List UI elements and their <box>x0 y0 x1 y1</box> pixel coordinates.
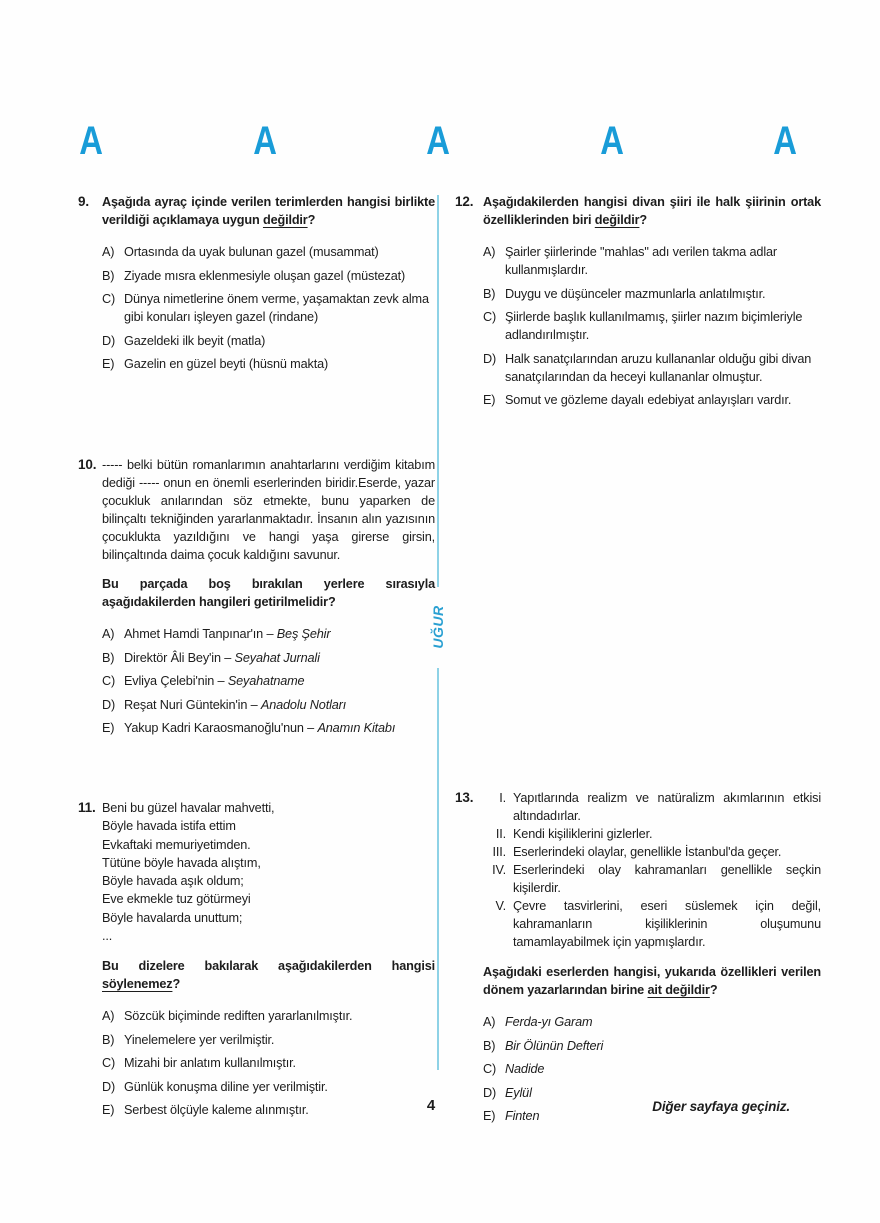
question-stem <box>483 193 821 229</box>
poem-line: Böyle havada aşık oldum; <box>102 874 244 889</box>
statement-row <box>483 825 821 843</box>
option-row <box>102 696 435 714</box>
question-9 <box>78 193 435 379</box>
version-letter: A <box>426 119 450 163</box>
option-text <box>505 1013 821 1031</box>
option-row <box>102 1007 435 1025</box>
option-text: Mizahi bir anlatım kullanılmıştır. <box>124 1056 296 1071</box>
statement-text: Kendi kişiliklerini gizlerler. <box>513 827 653 842</box>
left-column <box>78 193 435 1118</box>
stem-text: Aşağıda ayraç içinde verilen terimlerden hangisi birlikte verildiği açıklamaya uygun <box>102 195 435 228</box>
option-book-title: Beş Şehir <box>276 627 331 642</box>
option-label: D) <box>102 697 116 712</box>
option-label: B) <box>102 650 115 665</box>
option-row <box>483 243 821 279</box>
question-passage: ----- belki bütün romanlarımın anahtarlarını verdiğim kitabım dediği ----- onun en önemli eserlerinden biridir.Eserde, yazar çocukluk anılarından söz etmekte, bunu yaparken de bilinçaltı tekniğinden yararlanmaktadır. İnsanın alın yazısının çocuklukta yazıldığını ve hangi yaşa girerse girsin, bilinçaltında daima çocuk kaldığını savunur. <box>102 458 435 563</box>
option-text: Somut ve gözleme dayalı edebiyat anlayışları vardır. <box>505 393 792 408</box>
option-label: C) <box>102 292 116 307</box>
continue-note: Diğer sayfaya geçiniz. <box>652 1099 790 1114</box>
question-number: 11. <box>78 799 96 815</box>
poem-line: Evkaftaki memuriyetimden. <box>102 837 251 852</box>
option-row <box>102 1031 435 1049</box>
version-letter: A <box>773 119 797 163</box>
option-text: Sözcük biçiminde rediften yararlanılmıştır. <box>124 1009 353 1024</box>
stem-punctuation: ? <box>709 983 718 998</box>
option-label: C) <box>102 1056 116 1071</box>
option-label: A) <box>102 627 115 642</box>
options-list <box>102 243 435 373</box>
option-label: B) <box>483 286 496 301</box>
option-book-title: Seyahat Jurnali <box>234 650 320 665</box>
option-text: Günlük konuşma diline yer verilmiştir. <box>124 1079 328 1094</box>
option-row <box>102 719 435 737</box>
version-letter: A <box>79 119 103 163</box>
option-label: D) <box>483 1085 497 1100</box>
statement-row <box>483 843 821 861</box>
poem-line: Böyle havalarda unuttum; <box>102 910 243 925</box>
stem-underlined-word: ait değildir <box>647 983 710 998</box>
question-11 <box>78 799 435 1125</box>
option-label: A) <box>483 245 496 260</box>
option-row <box>483 1037 821 1055</box>
stem-underlined-word: söylenemez <box>102 977 173 992</box>
option-label: E) <box>483 1109 496 1124</box>
option-label: B) <box>102 1032 115 1047</box>
option-text: Gazeldeki ilk beyit (matla) <box>124 333 266 348</box>
option-row <box>102 243 435 261</box>
option-row <box>102 355 435 373</box>
page-number: 4 <box>426 1097 436 1114</box>
option-label: E) <box>483 393 496 408</box>
version-letter-row <box>58 121 818 161</box>
option-label: A) <box>102 245 115 260</box>
option-text <box>505 1037 821 1055</box>
question-10 <box>78 456 435 743</box>
question-12 <box>455 193 821 415</box>
option-text: Serbest ölçüyle kaleme alınmıştır. <box>124 1103 309 1118</box>
option-text: Şiirlerde başlık kullanılmamış, şiirler nazım biçimleriyle adlandırılmıştır. <box>505 310 803 343</box>
option-label: E) <box>102 721 115 736</box>
option-book-title: Finten <box>505 1109 540 1124</box>
option-text <box>124 696 435 714</box>
stem-text: Bu dizelere bakılarak aşağıdakilerden hangisi <box>102 959 435 974</box>
option-label: B) <box>102 268 115 283</box>
question-number: 9. <box>78 193 89 209</box>
statement-row <box>483 789 821 825</box>
version-letter: A <box>252 119 277 163</box>
column-divider-bottom <box>437 668 439 1070</box>
statement-numeral: III. <box>492 845 506 860</box>
numbered-statements <box>483 789 821 951</box>
stem-text: Aşağıdakilerden hangisi divan şiiri ile halk şiirinin ortak özelliklerinden biri <box>483 195 821 228</box>
option-author: Ahmet Hamdi Tanpınar'ın – <box>124 627 277 642</box>
option-text <box>124 672 435 690</box>
option-text <box>124 625 435 643</box>
option-text: Duygu ve düşünceler mazmunlarla anlatılmıştır. <box>505 286 766 301</box>
statement-numeral: I. <box>499 791 506 805</box>
option-text: Ziyade mısra eklenmesiyle oluşan gazel (müstezat) <box>124 268 406 283</box>
option-label: C) <box>102 674 116 689</box>
option-row <box>102 332 435 350</box>
options-list <box>483 243 821 409</box>
poem-line: Tütüne böyle havada alıştım, <box>102 855 261 870</box>
option-book-title: Anadolu Notları <box>260 697 347 712</box>
options-list <box>102 625 435 737</box>
option-label: D) <box>483 351 497 366</box>
question-poem <box>102 799 435 945</box>
option-author: Reşat Nuri Güntekin'in – <box>124 697 261 712</box>
option-label: C) <box>483 310 497 325</box>
option-row <box>102 267 435 285</box>
option-text: Gazelin en güzel beyti (hüsnü makta) <box>124 357 329 372</box>
option-row <box>483 1013 821 1031</box>
stem-text: Aşağıdaki eserlerden hangisi, yukarıda özellikleri verilen dönem yazarlarından birine <box>483 965 821 998</box>
option-label: D) <box>102 1079 116 1094</box>
poem-line: ... <box>102 928 113 943</box>
option-label: A) <box>102 1009 115 1024</box>
question-number: 10. <box>78 456 97 472</box>
question-stem <box>102 957 435 993</box>
statement-text: Çevre tasvirlerini, eseri süslemek için değil, kahramanların kişiliklerinin oluşumunu tamamlayabilmek için yapmışlardır. <box>513 899 821 950</box>
option-text: Yinelemelere yer verilmiştir. <box>124 1032 275 1047</box>
question-13 <box>455 789 821 1131</box>
statement-numeral: V. <box>495 899 506 914</box>
option-row <box>102 1054 435 1072</box>
option-book-title: Anamın Kitabı <box>317 721 396 736</box>
option-book-title: Bir Ölünün Defteri <box>505 1038 604 1053</box>
option-row <box>483 308 821 344</box>
stem-punctuation: ? <box>307 213 316 228</box>
option-row <box>483 350 821 386</box>
option-label: E) <box>102 357 115 372</box>
question-number: 13. <box>455 789 474 805</box>
statement-text: Yapıtlarında realizm ve natüralizm akımlarının etkisi altındadırlar. <box>513 791 821 824</box>
option-label: D) <box>102 333 116 348</box>
brand-logo-text: UĞUR <box>430 605 446 649</box>
option-row <box>102 625 435 643</box>
option-author: Evliya Çelebi'nin – <box>124 674 228 689</box>
statement-text: Eserlerindeki olaylar, genellikle İstanbul'da geçer. <box>513 845 782 860</box>
option-text <box>505 1060 821 1078</box>
poem-line: Beni bu güzel havalar mahvetti, <box>102 801 275 815</box>
option-row <box>102 1078 435 1096</box>
stem-underlined-word: değildir <box>262 213 308 228</box>
option-text: Şairler şiirlerinde "mahlas" adı verilen takma adlar kullanmışlardır. <box>505 245 777 278</box>
question-number: 12. <box>455 193 474 209</box>
question-stem: Bu parçada boş bırakılan yerlere sırasıyla aşağıdakilerden hangileri getirilmelidir? <box>102 577 435 610</box>
option-text: Dünya nimetlerine önem verme, yaşamaktan zevk alma gibi konuları işleyen gazel (rindane) <box>124 292 429 325</box>
statement-numeral: II. <box>495 827 506 842</box>
stem-punctuation: ? <box>639 213 648 228</box>
statement-text: Eserlerindeki olay kahramanları genellikle seçkin kişilerdir. <box>513 863 821 896</box>
option-text: Halk sanatçılarından aruzu kullananlar olduğu gibi divan sanatçılarından da heceyi kullananlar olmuştur. <box>505 351 812 384</box>
option-book-title: Eylül <box>505 1085 532 1100</box>
option-row <box>102 672 435 690</box>
poem-line: Eve ekmekle tuz götürmeyi <box>102 892 251 907</box>
question-stem <box>483 963 821 999</box>
option-label: C) <box>483 1062 497 1077</box>
statement-row <box>483 897 821 951</box>
option-label: B) <box>483 1038 496 1053</box>
option-author: Yakup Kadri Karaosmanoğlu'nun – <box>124 721 318 736</box>
option-text <box>124 719 435 737</box>
option-author: Direktör Âli Bey'in – <box>124 650 235 665</box>
stem-punctuation: ? <box>172 977 181 992</box>
option-book-title: Seyahatname <box>227 674 305 689</box>
statement-row <box>483 861 821 897</box>
stem-underlined-word: değildir <box>594 213 640 228</box>
option-row <box>483 391 821 409</box>
statement-numeral: IV. <box>492 863 506 878</box>
option-text: Ortasında da uyak bulunan gazel (musammat) <box>124 245 379 260</box>
option-book-title: Nadide <box>505 1062 545 1077</box>
version-letter: A <box>599 119 624 163</box>
option-book-title: Ferda-yı Garam <box>505 1015 593 1030</box>
option-text <box>124 649 435 667</box>
option-row <box>102 290 435 326</box>
question-stem <box>102 193 435 229</box>
option-row <box>483 1060 821 1078</box>
option-label: A) <box>483 1015 496 1030</box>
column-divider-top <box>437 195 439 587</box>
option-label: E) <box>102 1103 115 1118</box>
option-row <box>102 649 435 667</box>
option-row <box>483 285 821 303</box>
poem-line: Böyle havada istifa ettim <box>102 819 236 834</box>
